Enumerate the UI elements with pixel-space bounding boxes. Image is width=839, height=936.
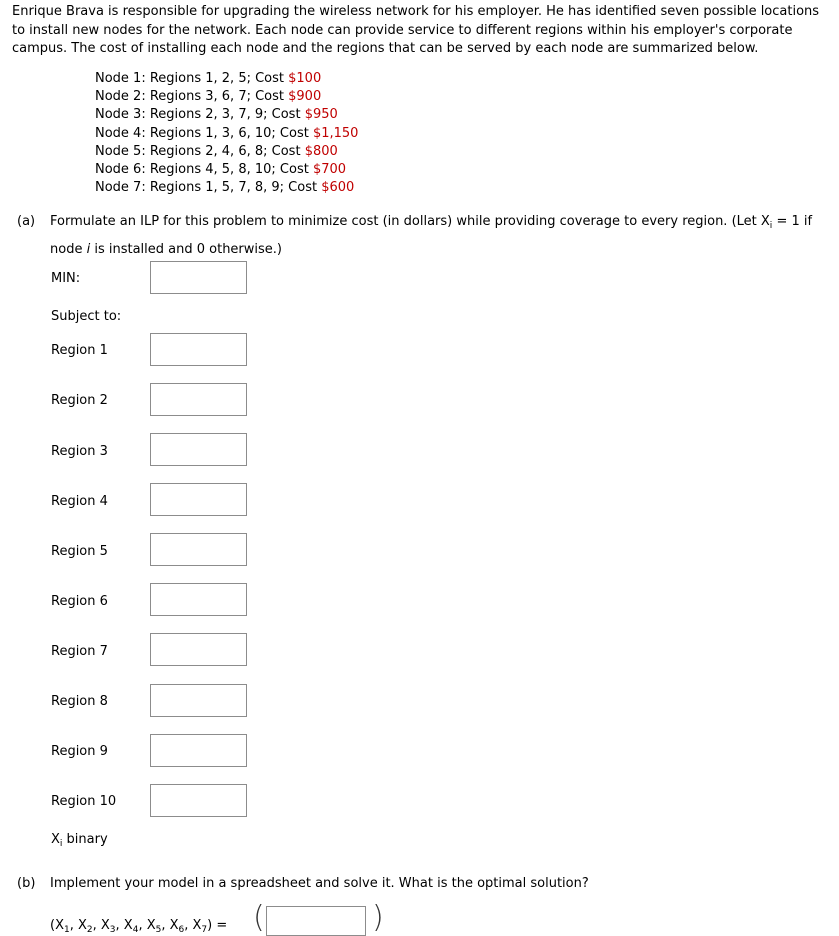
node-cost: $900 (288, 89, 322, 105)
node-line: Node 7: Regions 1, 5, 7, 8, 9; Cost $600 (95, 180, 355, 196)
region-6-constraint-input[interactable] (150, 583, 247, 616)
region-2-constraint-input[interactable] (150, 383, 247, 416)
region-8-constraint-input[interactable] (150, 684, 247, 717)
part-b-label: (b) (17, 876, 36, 891)
solution-tuple: ($X_1$, $X_2$, $X_3$, $X_4$, $X_5$, $X_6$, $X_7$) = (50, 918, 228, 935)
close-paren: ) (372, 900, 384, 935)
part-b-prompt: (b) Implement your model in a spreadsheet and solve it. What is the optimal solution? (17, 876, 589, 891)
region-5-constraint-input[interactable] (150, 533, 247, 566)
part-a-label: (a) (17, 214, 36, 229)
region-10-constraint-input[interactable] (150, 784, 247, 817)
region-8-label: Region 8 (51, 694, 108, 709)
solution-input[interactable] (266, 906, 366, 936)
region-1-constraint-input[interactable] (150, 333, 247, 366)
node-cost: $100 (288, 71, 322, 86)
region-3-label: Region 3 (51, 444, 108, 459)
min-label: MIN: (51, 271, 81, 286)
node-cost: $700 (312, 162, 347, 178)
region-9-constraint-input[interactable] (150, 734, 247, 767)
region-3-constraint-input[interactable] (150, 433, 247, 466)
binary-constraint: $X_i$ binary (51, 832, 108, 849)
node-list (95, 70, 358, 197)
region-6-label: Region 6 (51, 594, 108, 609)
node-line: Node 2: Regions 3, 6, 7; Cost $900 (95, 89, 322, 105)
open-paren: ( (253, 900, 265, 935)
part-a-prompt: (a) Formulate an ILP for this problem to minimize cost (in dollars) while providing coverage to every region. (Let $X_i = 1$ if node i is installed and 0 otherwise.) (17, 210, 832, 261)
node-cost: $600 (321, 180, 355, 196)
region-1-label: Region 1 (51, 343, 108, 358)
node-cost: $950 (304, 107, 338, 123)
node-line: Node 6: Regions 4, 5, 8, 10; Cost $700 (95, 162, 347, 178)
region-10-label: Region 10 (51, 794, 117, 809)
region-7-constraint-input[interactable] (150, 633, 247, 666)
subject-to-label: Subject to: (51, 309, 122, 324)
node-line: Node 5: Regions 2, 4, 6, 8; Cost $800 (95, 143, 338, 159)
node-cost: $800 (304, 143, 338, 159)
node-cost: $1,150 (312, 125, 359, 141)
objective-input[interactable] (150, 261, 247, 294)
region-5-label: Region 5 (51, 544, 108, 559)
problem-intro: Enrique Brava is responsible for upgrading the wireless network for his employer. He has identified seven possible locations to install new nodes for the network. Each node can provide service to different regions within his employer's corporate campus. The cost of installing each node and the regions that can be served by each node are summarized below. (12, 4, 820, 56)
region-2-label: Region 2 (51, 393, 108, 408)
region-7-label: Region 7 (51, 644, 108, 659)
region-9-label: Region 9 (51, 744, 108, 759)
node-line: Node 4: Regions 1, 3, 6, 10; Cost $1,150 (95, 125, 359, 141)
node-line: Node 1: Regions 1, 2, 5; Cost $100 (95, 71, 322, 86)
node-line: Node 3: Regions 2, 3, 7, 9; Cost $950 (95, 107, 338, 123)
region-4-constraint-input[interactable] (150, 483, 247, 516)
region-4-label: Region 4 (51, 494, 108, 509)
